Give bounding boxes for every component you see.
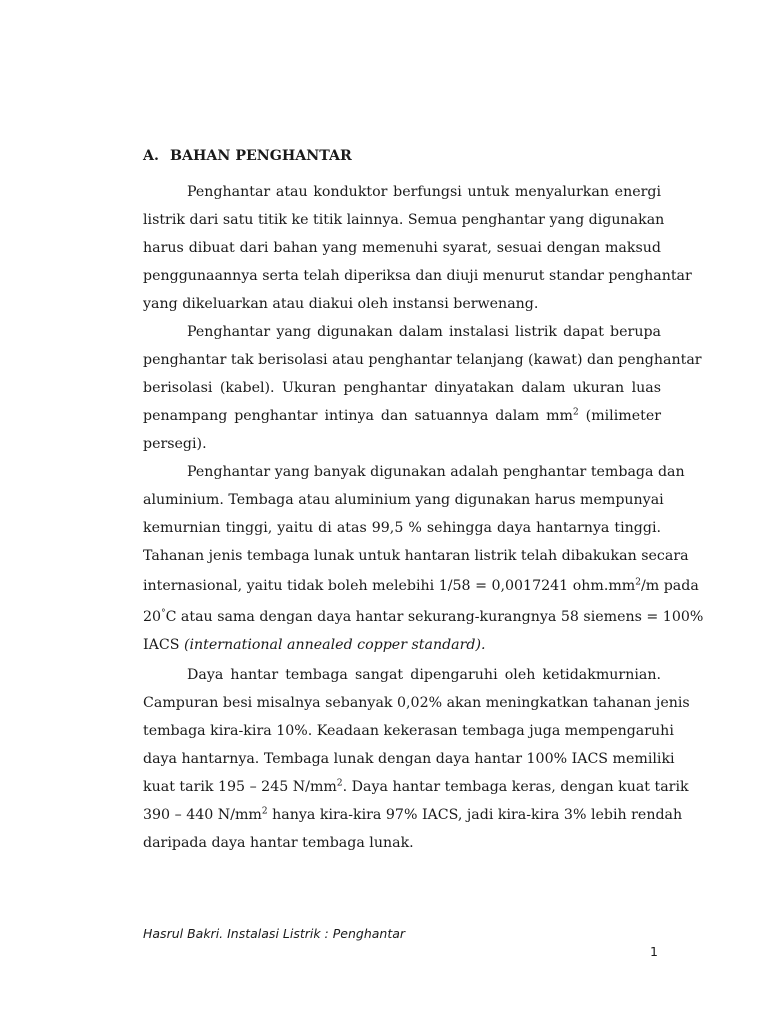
- text-segment: IACS: [143, 637, 184, 653]
- superscript: 2: [573, 407, 579, 418]
- text-line: Penghantar atau konduktor berfungsi untuk menyalurkan energi: [187, 184, 661, 200]
- text-segment: . Daya hantar tembaga keras, dengan kuat tarik: [342, 779, 689, 795]
- text-line: penghantar tak berisolasi atau penghantar telanjang (kawat) dan penghantar: [143, 352, 702, 368]
- superscript: 2: [336, 778, 343, 789]
- text-segment: (milimeter: [578, 408, 661, 424]
- superscript: 2: [635, 577, 641, 588]
- text-segment: 390 – 440 N/mm: [143, 807, 262, 823]
- superscript: 2: [261, 806, 268, 817]
- text-segment: C atau sama dengan daya hantar sekurang-kurangnya 58 siemens = 100%: [165, 609, 704, 625]
- text-line: yang dikeluarkan atau diakui oleh instansi berwenang.: [143, 296, 539, 312]
- text-line: aluminium. Tembaga atau aluminium yang digunakan harus mempunyai: [143, 492, 664, 508]
- page-footer: Hasrul Bakri. Instalasi Listrik : Penghantar: [143, 926, 406, 941]
- text-line: [143, 607, 704, 627]
- text-segment: internasional, yaitu tidak boleh melebihi 1/58 = 0,0017241 ohm.mm: [143, 578, 636, 594]
- text-line: Tahanan jenis tembaga lunak untuk hantaran listrik telah dibakukan secara: [143, 548, 689, 564]
- text-line: persegi).: [143, 436, 207, 452]
- text-line: berisolasi (kabel). Ukuran penghantar dinyatakan dalam ukuran luas: [143, 380, 661, 396]
- page-number: 1: [650, 944, 658, 959]
- text-line: tembaga kira-kira 10%. Keadaan kekerasan tembaga juga mempengaruhi: [143, 723, 674, 739]
- text-line: [143, 406, 661, 426]
- text-line: [143, 805, 683, 825]
- text-segment: penampang penghantar intinya dan satuannya dalam mm: [143, 408, 574, 424]
- section-title: BAHAN PENGHANTAR: [170, 148, 352, 164]
- text-line: Penghantar yang digunakan dalam instalasi listrik dapat berupa: [187, 324, 661, 340]
- text-segment: kuat tarik 195 – 245 N/mm: [143, 779, 337, 795]
- text-line: [143, 576, 699, 596]
- text-line: Daya hantar tembaga sangat dipengaruhi oleh ketidakmurnian.: [187, 667, 661, 683]
- italic-text: (international annealed copper standard).: [183, 637, 486, 653]
- text-line: listrik dari satu titik ke titik lainnya. Semua penghantar yang digunakan: [143, 212, 665, 228]
- text-line: Campuran besi misalnya sebanyak 0,02% akan meningkatkan tahanan jenis: [143, 695, 690, 711]
- text-line: [143, 635, 661, 655]
- text-segment: /m pada: [640, 578, 699, 594]
- text-segment: 20: [143, 609, 162, 625]
- text-line: daya hantarnya. Tembaga lunak dengan daya hantar 100% IACS memiliki: [143, 751, 675, 767]
- text-line: harus dibuat dari bahan yang memenuhi syarat, sesuai dengan maksud: [143, 240, 661, 256]
- text-line: kemurnian tinggi, yaitu di atas 99,5 % sehingga daya hantarnya tinggi.: [143, 520, 661, 536]
- text-line: [143, 777, 689, 797]
- section-heading: [143, 146, 352, 166]
- text-line: Penghantar yang banyak digunakan adalah penghantar tembaga dan: [187, 464, 685, 480]
- text-segment: hanya kira-kira 97% IACS, jadi kira-kira 3% lebih rendah: [267, 807, 683, 823]
- text-line: daripada daya hantar tembaga lunak.: [143, 835, 414, 851]
- text-line: penggunaannya serta telah diperiksa dan diuji menurut standar penghantar: [143, 268, 692, 284]
- section-letter: A.: [143, 148, 159, 164]
- superscript: °: [161, 608, 166, 619]
